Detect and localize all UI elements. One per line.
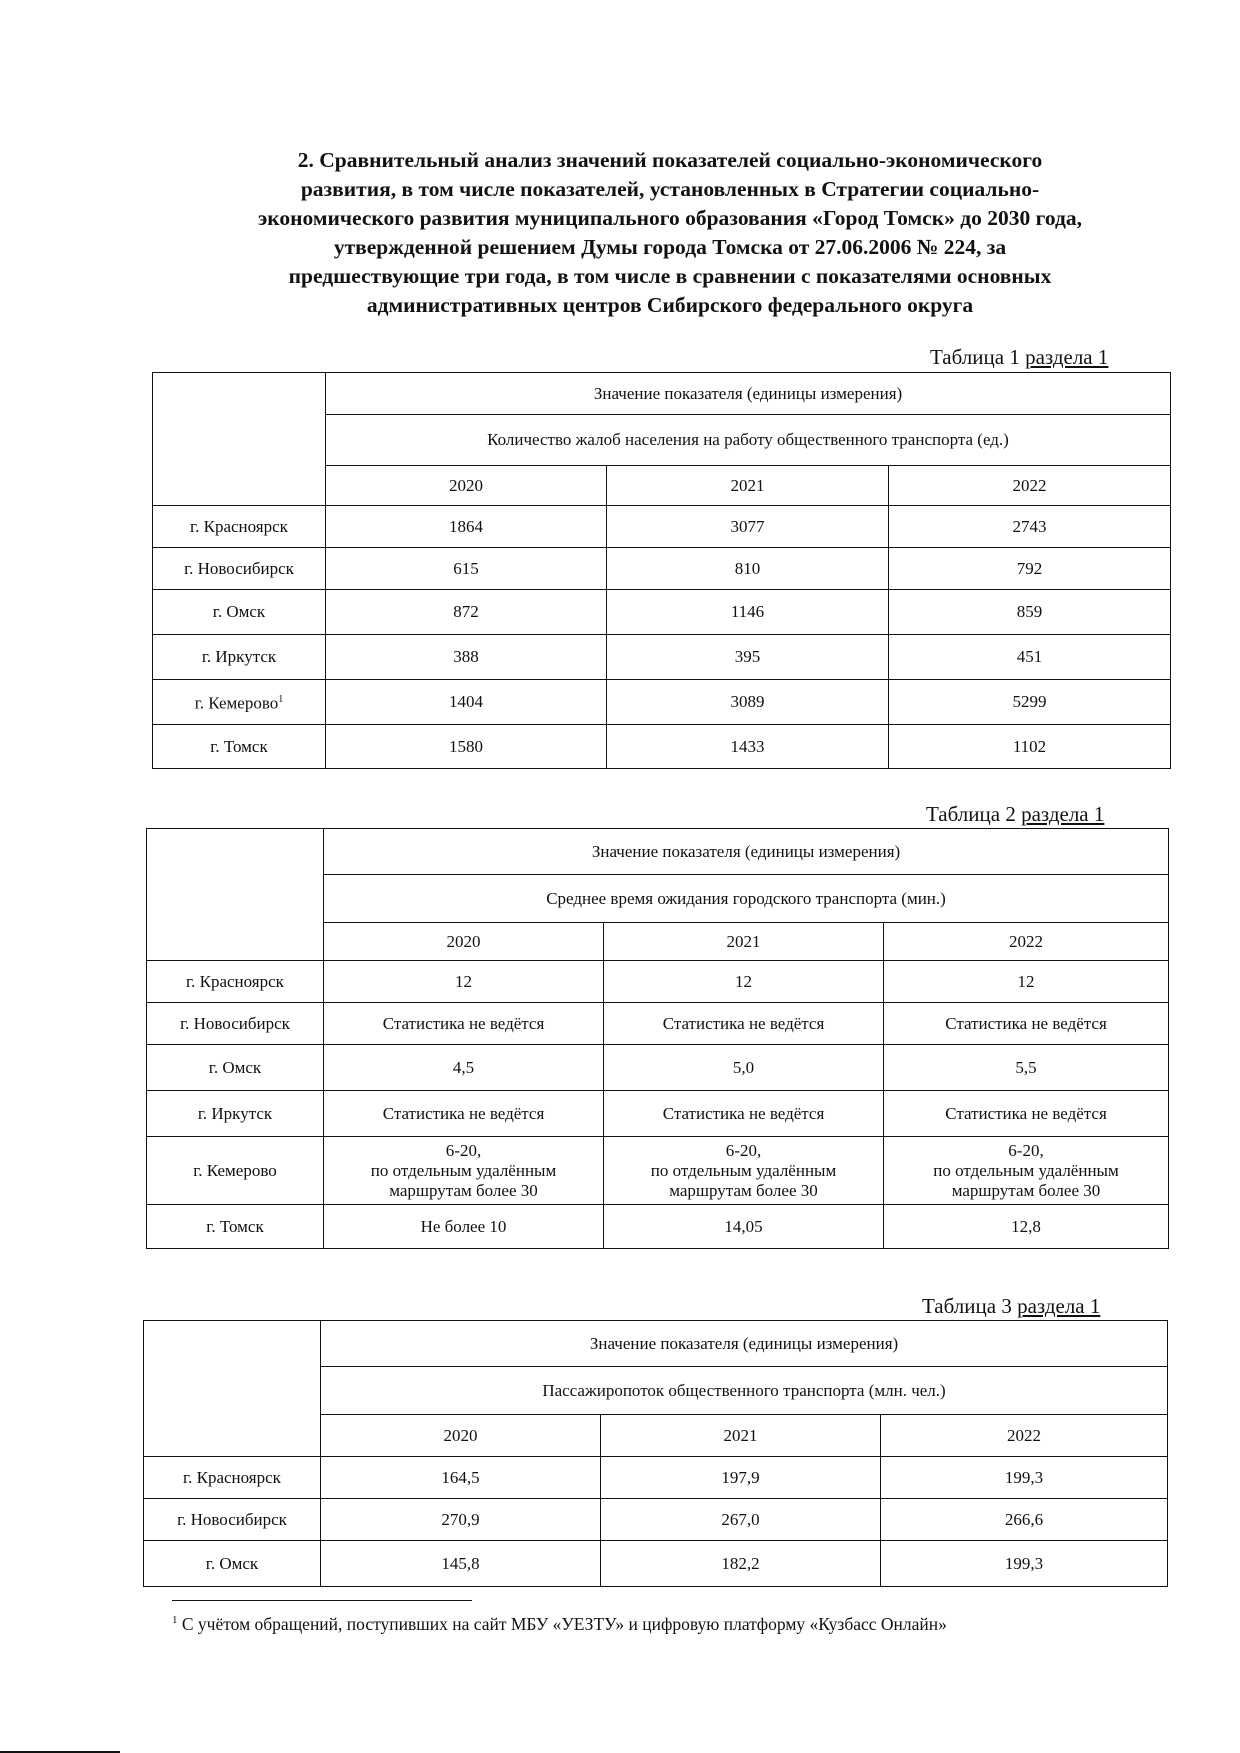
- table-row: [147, 1003, 1169, 1045]
- year-header: 2020: [321, 1415, 601, 1457]
- city-cell: г. Новосибирск: [144, 1499, 321, 1541]
- city-cell: г. Омск: [153, 590, 326, 635]
- city-cell: г. Иркутск: [153, 635, 326, 680]
- value-cell: 267,0: [601, 1499, 881, 1541]
- empty-corner-cell: [153, 373, 326, 506]
- city-cell: г. Красноярск: [144, 1457, 321, 1499]
- city-cell: г. Красноярск: [147, 961, 324, 1003]
- indicator-name: Пассажиропоток общественного транспорта (млн. чел.): [321, 1367, 1168, 1415]
- table-row: [153, 725, 1171, 769]
- table-row: [147, 961, 1169, 1003]
- year-header: 2022: [884, 923, 1169, 961]
- value-cell: 395: [607, 635, 889, 680]
- value-cell: 12,8: [884, 1205, 1169, 1249]
- table-row: [144, 1457, 1168, 1499]
- value-cell: 266,6: [881, 1499, 1168, 1541]
- table-row: [153, 590, 1171, 635]
- year-header: 2021: [604, 923, 884, 961]
- value-cell: 388: [326, 635, 607, 680]
- value-cell: 270,9: [321, 1499, 601, 1541]
- heading-line: административных центров Сибирского федерального округа: [366, 293, 974, 317]
- value-cell: 145,8: [321, 1541, 601, 1587]
- value-cell: 199,3: [881, 1541, 1168, 1587]
- table-2-caption: Таблица 2 раздела 1: [926, 802, 1105, 826]
- value-cell: 197,9: [601, 1457, 881, 1499]
- footnote-text: С учётом обращений, поступивших на сайт МБУ «УЕЗТУ» и цифровую платформу «Кузбасс Онлайн»: [177, 1614, 947, 1634]
- value-cell: 4,5: [324, 1045, 604, 1091]
- year-header: 2020: [326, 466, 607, 506]
- city-cell: г. Омск: [144, 1541, 321, 1587]
- value-cell: 6-20, по отдельным удалённым маршрутам более 30: [324, 1137, 604, 1205]
- value-cell: 5299: [889, 680, 1171, 725]
- table-row: [144, 1541, 1168, 1587]
- value-cell: 5,5: [884, 1045, 1169, 1091]
- footnote-marker: 1: [172, 1614, 178, 1627]
- table-row: [147, 1205, 1169, 1249]
- value-cell: 182,2: [601, 1541, 881, 1587]
- city-cell: г. Томск: [153, 725, 326, 769]
- value-cell: 1580: [326, 725, 607, 769]
- table-row: [147, 1091, 1169, 1137]
- table-row: [153, 635, 1171, 680]
- header-group: Значение показателя (единицы измерения): [324, 829, 1169, 875]
- table-passenger-flow: [143, 1320, 1168, 1587]
- value-cell: 615: [326, 548, 607, 590]
- empty-corner-cell: [144, 1321, 321, 1457]
- value-cell: 3089: [607, 680, 889, 725]
- section-heading: [180, 146, 1160, 320]
- value-cell: 2743: [889, 506, 1171, 548]
- value-cell: Статистика не ведётся: [324, 1003, 604, 1045]
- value-cell: 872: [326, 590, 607, 635]
- footnote-divider: [172, 1600, 472, 1601]
- city-cell: г. Новосибирск: [147, 1003, 324, 1045]
- value-cell: Статистика не ведётся: [884, 1091, 1169, 1137]
- table-waiting-time: [146, 828, 1169, 1249]
- value-cell: 5,0: [604, 1045, 884, 1091]
- header-group: Значение показателя (единицы измерения): [326, 373, 1171, 415]
- footnote: [172, 1614, 947, 1635]
- heading-line: утвержденной решением Думы города Томска от 27.06.2006 № 224, за: [333, 235, 1007, 259]
- city-cell: г. Томск: [147, 1205, 324, 1249]
- header-group: Значение показателя (единицы измерения): [321, 1321, 1168, 1367]
- value-cell: 1864: [326, 506, 607, 548]
- heading-line: предшествующие три года, в том числе в сравнении с показателями основных: [288, 264, 1052, 288]
- value-cell: 1102: [889, 725, 1171, 769]
- value-cell: 6-20, по отдельным удалённым маршрутам более 30: [604, 1137, 884, 1205]
- city-cell: г. Красноярск: [153, 506, 326, 548]
- indicator-name: Количество жалоб населения на работу общественного транспорта (ед.): [326, 415, 1171, 466]
- value-cell: 12: [884, 961, 1169, 1003]
- value-cell: 14,05: [604, 1205, 884, 1249]
- year-header: 2021: [601, 1415, 881, 1457]
- table-row: [153, 548, 1171, 590]
- value-cell: 164,5: [321, 1457, 601, 1499]
- value-cell: Статистика не ведётся: [604, 1091, 884, 1137]
- city-cell: г. Иркутск: [147, 1091, 324, 1137]
- indicator-name: Среднее время ожидания городского транспорта (мин.): [324, 875, 1169, 923]
- value-cell: Статистика не ведётся: [884, 1003, 1169, 1045]
- heading-line: развития, в том числе показателей, установленных в Стратегии социально-: [300, 177, 1040, 201]
- city-cell: г. Кемерово$^1$: [153, 680, 326, 725]
- year-header: 2022: [889, 466, 1171, 506]
- empty-corner-cell: [147, 829, 324, 961]
- value-cell: Статистика не ведётся: [604, 1003, 884, 1045]
- table-row: [144, 1499, 1168, 1541]
- value-cell: 1404: [326, 680, 607, 725]
- value-cell: 810: [607, 548, 889, 590]
- value-cell: 6-20, по отдельным удалённым маршрутам более 30: [884, 1137, 1169, 1205]
- heading-line: 2. Сравнительный анализ значений показателей социально-экономического: [297, 148, 1043, 172]
- value-cell: Не более 10: [324, 1205, 604, 1249]
- value-cell: 12: [604, 961, 884, 1003]
- city-cell: г. Кемерово: [147, 1137, 324, 1205]
- table-row: [147, 1045, 1169, 1091]
- city-cell: г. Новосибирск: [153, 548, 326, 590]
- city-cell: г. Омск: [147, 1045, 324, 1091]
- value-cell: 199,3: [881, 1457, 1168, 1499]
- table-1-caption: Таблица 1 раздела 1: [930, 345, 1109, 369]
- value-cell: 451: [889, 635, 1171, 680]
- footnote-ref: 1: [278, 694, 284, 706]
- year-header: 2020: [324, 923, 604, 961]
- table-row: [147, 1137, 1169, 1205]
- table-row: [153, 680, 1171, 725]
- value-cell: 859: [889, 590, 1171, 635]
- year-header: 2022: [881, 1415, 1168, 1457]
- value-cell: Статистика не ведётся: [324, 1091, 604, 1137]
- value-cell: 12: [324, 961, 604, 1003]
- year-header: 2021: [607, 466, 889, 506]
- heading-line: экономического развития муниципального образования «Город Томск» до 2030 года,: [258, 206, 1082, 230]
- value-cell: 792: [889, 548, 1171, 590]
- value-cell: 3077: [607, 506, 889, 548]
- value-cell: 1433: [607, 725, 889, 769]
- value-cell: 1146: [607, 590, 889, 635]
- table-3-caption: Таблица 3 раздела 1: [922, 1294, 1101, 1318]
- table-complaints: [152, 372, 1171, 769]
- table-row: [153, 506, 1171, 548]
